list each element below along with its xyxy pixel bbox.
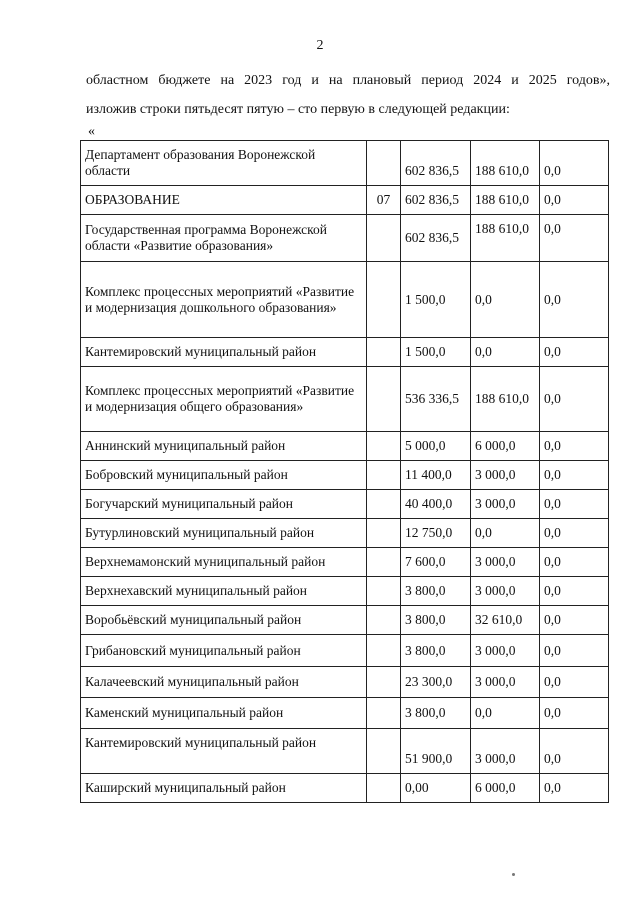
row-value-2025: 0,0 <box>540 698 609 729</box>
row-value-2024: 6 000,0 <box>471 774 540 803</box>
table-row <box>81 262 609 338</box>
row-name: Бобровский муниципальный район <box>81 461 367 490</box>
row-value-2023: 12 750,0 <box>401 519 471 548</box>
row-value-2025: 0,0 <box>540 141 609 186</box>
row-name: Верхнемамонский муниципальный район <box>81 548 367 577</box>
row-code <box>367 774 401 803</box>
row-value-2023: 3 800,0 <box>401 635 471 667</box>
row-value-2025: 0,0 <box>540 338 609 367</box>
row-value-2024: 32 610,0 <box>471 606 540 635</box>
row-code <box>367 548 401 577</box>
page-number: 2 <box>316 38 324 53</box>
row-value-2024: 188 610,0 <box>471 141 540 186</box>
scan-speck <box>512 873 515 876</box>
row-name: Грибановский муниципальный район <box>81 635 367 667</box>
row-code <box>367 141 401 186</box>
row-value-2024: 3 000,0 <box>471 729 540 774</box>
row-value-2024: 188 610,0 <box>471 186 540 215</box>
row-name: Кантемировский муниципальный район <box>81 729 367 774</box>
row-value-2025: 0,0 <box>540 490 609 519</box>
row-value-2025: 0,0 <box>540 432 609 461</box>
row-name: Богучарский муниципальный район <box>81 490 367 519</box>
row-code <box>367 262 401 338</box>
table-row <box>81 461 609 490</box>
row-code <box>367 215 401 262</box>
row-value-2024: 3 000,0 <box>471 461 540 490</box>
row-value-2024: 3 000,0 <box>471 577 540 606</box>
table-row <box>81 774 609 803</box>
row-value-2025: 0,0 <box>540 774 609 803</box>
row-code <box>367 367 401 432</box>
row-value-2023: 3 800,0 <box>401 606 471 635</box>
table-row <box>81 490 609 519</box>
row-value-2024: 0,0 <box>471 698 540 729</box>
row-value-2025: 0,0 <box>540 729 609 774</box>
row-value-2025: 0,0 <box>540 577 609 606</box>
row-value-2024: 3 000,0 <box>471 635 540 667</box>
table-row <box>81 367 609 432</box>
row-value-2024: 0,0 <box>471 338 540 367</box>
row-code <box>367 338 401 367</box>
row-value-2024: 0,0 <box>471 519 540 548</box>
row-name: Комплекс процессных мероприятий «Развитие и модернизация дошкольного образования» <box>81 262 367 338</box>
row-value-2023: 5 000,0 <box>401 432 471 461</box>
row-value-2025: 0,0 <box>540 367 609 432</box>
table-row <box>81 698 609 729</box>
row-value-2023: 602 836,5 <box>401 215 471 262</box>
row-value-2025: 0,0 <box>540 262 609 338</box>
row-code <box>367 461 401 490</box>
row-value-2025: 0,0 <box>540 215 609 262</box>
row-value-2023: 1 500,0 <box>401 338 471 367</box>
row-value-2023: 602 836,5 <box>401 141 471 186</box>
row-value-2025: 0,0 <box>540 667 609 698</box>
row-value-2023: 7 600,0 <box>401 548 471 577</box>
row-code <box>367 577 401 606</box>
row-name: Государственная программа Воронежской области «Развитие образования» <box>81 215 367 262</box>
row-code <box>367 606 401 635</box>
row-value-2024: 3 000,0 <box>471 490 540 519</box>
budget-table <box>80 140 609 803</box>
row-code <box>367 729 401 774</box>
row-value-2025: 0,0 <box>540 606 609 635</box>
row-value-2025: 0,0 <box>540 186 609 215</box>
row-value-2025: 0,0 <box>540 635 609 667</box>
row-name: Комплекс процессных мероприятий «Развитие и модернизация общего образования» <box>81 367 367 432</box>
row-value-2024: 0,0 <box>471 262 540 338</box>
row-value-2024: 188 610,0 <box>471 367 540 432</box>
row-name: Кантемировский муниципальный район <box>81 338 367 367</box>
table-row <box>81 519 609 548</box>
row-code: 07 <box>367 186 401 215</box>
table-row <box>81 606 609 635</box>
row-code <box>367 635 401 667</box>
opening-quote: « <box>88 124 95 139</box>
table-row <box>81 141 609 186</box>
row-value-2023: 23 300,0 <box>401 667 471 698</box>
intro-line-1: областном бюджете на 2023 год и на плановый период 2024 и 2025 годов», <box>86 73 610 88</box>
row-code <box>367 490 401 519</box>
row-name: Каменский муниципальный район <box>81 698 367 729</box>
row-name: Аннинский муниципальный район <box>81 432 367 461</box>
row-value-2024: 6 000,0 <box>471 432 540 461</box>
row-code <box>367 432 401 461</box>
row-value-2023: 51 900,0 <box>401 729 471 774</box>
row-code <box>367 519 401 548</box>
row-value-2025: 0,0 <box>540 461 609 490</box>
table-row <box>81 186 609 215</box>
row-value-2023: 602 836,5 <box>401 186 471 215</box>
row-name: Верхнехавский муниципальный район <box>81 577 367 606</box>
row-name: ОБРАЗОВАНИЕ <box>81 186 367 215</box>
table-row <box>81 338 609 367</box>
table-row <box>81 215 609 262</box>
table-row <box>81 635 609 667</box>
table-row <box>81 548 609 577</box>
row-code <box>367 698 401 729</box>
row-name: Калачеевский муниципальный район <box>81 667 367 698</box>
row-value-2024: 3 000,0 <box>471 667 540 698</box>
table-row <box>81 432 609 461</box>
row-name: Бутурлиновский муниципальный район <box>81 519 367 548</box>
row-value-2023: 11 400,0 <box>401 461 471 490</box>
intro-line-2: изложив строки пятьдесят пятую – сто первую в следующей редакции: <box>86 102 510 117</box>
row-name: Воробьёвский муниципальный район <box>81 606 367 635</box>
row-value-2023: 536 336,5 <box>401 367 471 432</box>
row-code <box>367 667 401 698</box>
row-value-2023: 0,00 <box>401 774 471 803</box>
row-value-2024: 188 610,0 <box>471 215 540 262</box>
row-value-2025: 0,0 <box>540 548 609 577</box>
row-value-2025: 0,0 <box>540 519 609 548</box>
row-value-2023: 1 500,0 <box>401 262 471 338</box>
table-row <box>81 577 609 606</box>
table-row <box>81 667 609 698</box>
row-value-2023: 3 800,0 <box>401 698 471 729</box>
row-value-2023: 3 800,0 <box>401 577 471 606</box>
row-value-2023: 40 400,0 <box>401 490 471 519</box>
table-row <box>81 729 609 774</box>
row-value-2024: 3 000,0 <box>471 548 540 577</box>
row-name: Каширский муниципальный район <box>81 774 367 803</box>
row-name: Департамент образования Воронежской области <box>81 141 367 186</box>
